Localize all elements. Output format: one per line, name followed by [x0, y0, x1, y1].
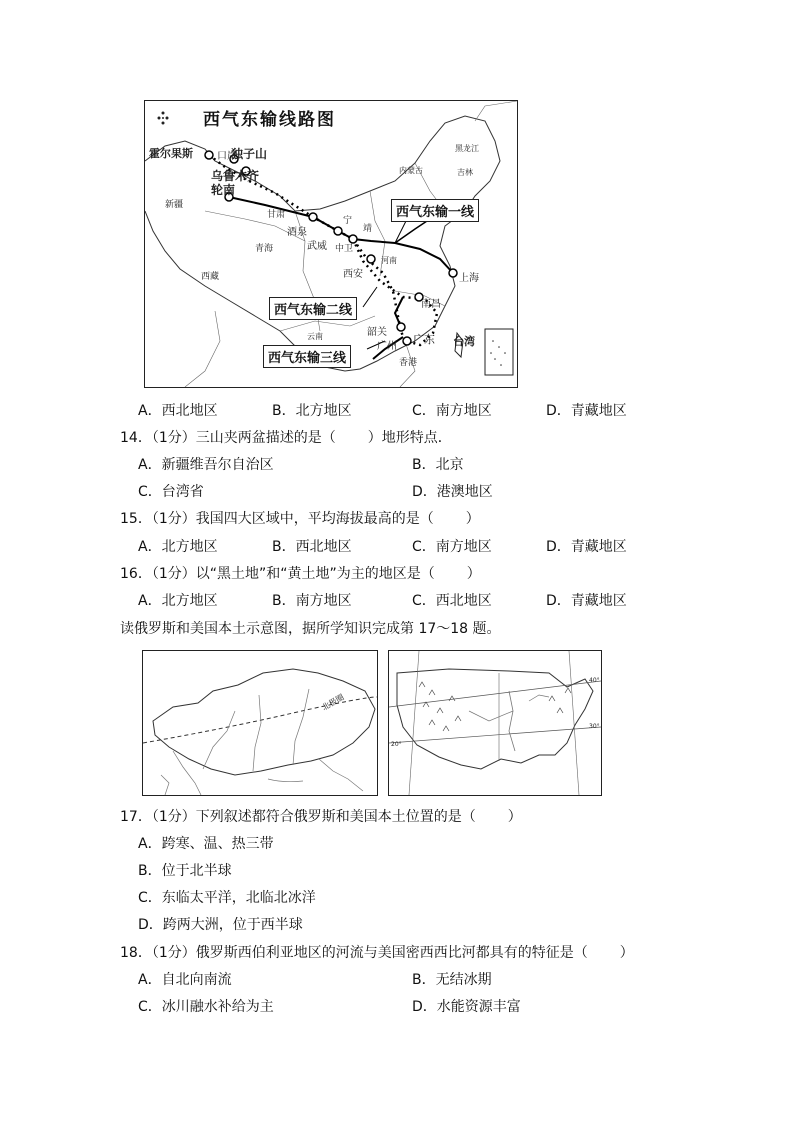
- option-text: 青藏地区: [570, 539, 627, 555]
- mountain-symbols: [419, 682, 571, 731]
- label-xizang: 西藏: [201, 272, 220, 282]
- label-shanghai: 上海: [459, 273, 479, 284]
- callout-line1: 西气东输一线: [391, 199, 479, 222]
- label-henan: 河南: [381, 256, 397, 265]
- city-marker: [403, 337, 411, 345]
- q18-option-b[interactable]: [412, 971, 492, 989]
- label-wuwei: 武威: [307, 241, 327, 252]
- q18-option-d[interactable]: [412, 998, 521, 1016]
- option-letter: D．: [412, 999, 437, 1015]
- q17-option-c[interactable]: [138, 889, 316, 907]
- option-text: 东临太平洋，北临北冰洋: [161, 890, 316, 906]
- q17-option-d[interactable]: [138, 916, 303, 934]
- option-text: 北京: [435, 457, 464, 473]
- label-hongkong: 香港: [399, 358, 418, 368]
- pipeline-map: [144, 100, 518, 388]
- q16-option-c[interactable]: [412, 592, 492, 610]
- label-xinjiang: 新疆: [165, 200, 184, 210]
- label-lunnan: 轮南: [211, 183, 236, 197]
- map-title: 西气东输线路图: [203, 110, 336, 130]
- q14-option-b[interactable]: [412, 456, 464, 474]
- q18-option-a[interactable]: [138, 971, 232, 989]
- lat-20-label: 20°: [391, 741, 402, 748]
- option-letter: B．: [272, 539, 296, 555]
- q17-option-a[interactable]: [138, 835, 274, 853]
- city-marker: [367, 255, 375, 263]
- city-marker: [309, 213, 317, 221]
- option-text: 北方地区: [295, 403, 352, 419]
- option-letter: B．: [272, 593, 296, 609]
- option-text: 青藏地区: [570, 593, 627, 609]
- option-letter: D．: [546, 593, 571, 609]
- label-kouan: 口岸: [217, 151, 237, 162]
- option-text: 位于北半球: [161, 863, 232, 879]
- label-dushanzi: 独子山: [231, 147, 268, 161]
- q16-stem-a: 16．（1分）以“黑土地”和“黄土地”为主的地区是（: [120, 566, 435, 582]
- q14-option-c[interactable]: [138, 483, 204, 501]
- option-text: 西北地区: [295, 539, 352, 555]
- option-text: 无结冰期: [435, 972, 492, 988]
- usa-outline: [397, 669, 593, 769]
- q13-option-b[interactable]: [272, 402, 352, 420]
- q17-stem-a: 17．（1分）下列叙述都符合俄罗斯和美国本土位置的是（: [120, 809, 476, 825]
- option-text: 青藏地区: [570, 403, 627, 419]
- option-letter: A．: [138, 539, 162, 555]
- label-shaoguan: 韶关: [367, 327, 387, 338]
- russia-map: [142, 650, 378, 796]
- label-ningxia: 宁: [343, 216, 353, 226]
- option-text: 北方地区: [161, 593, 218, 609]
- option-letter: D．: [546, 539, 571, 555]
- city-marker: [205, 151, 213, 159]
- label-taiwan: 台湾: [453, 335, 475, 348]
- label-zhongwei: 中卫: [335, 244, 354, 254]
- lat-30-label: 30°: [589, 723, 600, 730]
- callout-line2: 西气东输二线: [269, 297, 357, 320]
- q14-stem-b: ）地形特点．: [367, 430, 452, 446]
- option-letter: A．: [138, 836, 162, 852]
- option-text: 港澳地区: [436, 484, 493, 500]
- q18-stem-a: 18．（1分）俄罗斯西伯利亚地区的河流与美国密西西比河都具有的特征是（: [120, 945, 588, 961]
- arctic-circle-label: 北极圈: [320, 692, 346, 713]
- q15-option-c[interactable]: [412, 538, 492, 556]
- city-marker: [334, 227, 342, 235]
- option-letter: B．: [138, 863, 162, 879]
- reading-intro: 读俄罗斯和美国本土示意图，据所学知识完成第 17～18 题。: [120, 621, 501, 637]
- label-jingbian: 靖: [363, 224, 373, 234]
- option-text: 南方地区: [435, 539, 492, 555]
- q16-option-a[interactable]: [138, 592, 218, 610]
- label-xian: 西安: [343, 269, 363, 280]
- label-heilongjiang: 黑龙江: [455, 144, 479, 153]
- q14-option-a[interactable]: [138, 456, 274, 474]
- option-letter: D．: [412, 484, 437, 500]
- lat-40-label: 40°: [589, 677, 600, 684]
- option-letter: C．: [412, 539, 436, 555]
- russia-outline: [153, 669, 375, 775]
- label-wulumuqi: 乌鲁木齐: [211, 169, 260, 183]
- option-letter: C．: [138, 890, 162, 906]
- option-text: 北方地区: [161, 539, 218, 555]
- q14-option-d[interactable]: [412, 483, 493, 501]
- option-letter: C．: [412, 593, 436, 609]
- q15-stem: [120, 510, 480, 528]
- q14-stem-a: 14．（1分）三山夹两盆描述的是（: [120, 430, 336, 446]
- option-text: 自北向南流: [161, 972, 232, 988]
- option-text: 冰川融水补给为主: [161, 999, 274, 1015]
- label-neimenggu: 内蒙古: [399, 166, 423, 175]
- q16-option-b[interactable]: [272, 592, 352, 610]
- label-guangzhou: 广州: [377, 341, 397, 352]
- option-text: 台湾省: [161, 484, 204, 500]
- option-letter: B．: [272, 403, 296, 419]
- option-text: 跨寒、温、热三带: [161, 836, 274, 852]
- option-text: 跨两大洲，位于西半球: [162, 917, 303, 933]
- usa-map-drawing: [389, 651, 601, 795]
- q17-option-b[interactable]: [138, 862, 232, 880]
- usa-map: [388, 650, 602, 796]
- latitude-line: [389, 681, 601, 707]
- option-letter: A．: [138, 403, 162, 419]
- label-jiuquan: 酒泉: [287, 227, 307, 238]
- q17-stem: [120, 808, 522, 826]
- option-letter: A．: [138, 972, 162, 988]
- compass-icon: [158, 112, 169, 125]
- option-letter: D．: [546, 403, 571, 419]
- city-marker: [449, 269, 457, 277]
- option-text: 南方地区: [435, 403, 492, 419]
- option-letter: C．: [412, 403, 436, 419]
- q16-stem-b: ）: [466, 566, 481, 582]
- q16-option-d[interactable]: [546, 592, 627, 610]
- option-text: 南方地区: [295, 593, 352, 609]
- q13-option-a[interactable]: [138, 402, 218, 420]
- label-guangdong: 广东: [413, 333, 435, 346]
- option-letter: B．: [412, 457, 436, 473]
- option-letter: B．: [412, 972, 436, 988]
- callout-line3: 西气东输三线: [263, 345, 351, 368]
- arctic-circle: [143, 697, 377, 743]
- q18-option-c[interactable]: [138, 998, 274, 1016]
- option-letter: C．: [138, 999, 162, 1015]
- label-nanchang: 南昌: [421, 299, 441, 310]
- label-gansu: 甘肃: [267, 210, 286, 220]
- q13-option-d[interactable]: [546, 402, 627, 420]
- q15-option-d[interactable]: [546, 538, 627, 556]
- option-text: 水能资源丰富: [436, 999, 521, 1015]
- q16-stem: [120, 565, 481, 583]
- label-yunnan: 云南: [307, 332, 323, 341]
- south-sea-inset: [485, 329, 513, 375]
- option-text: 西北地区: [161, 403, 218, 419]
- q18-stem-b: ）: [619, 945, 634, 961]
- q13-option-c[interactable]: [412, 402, 492, 420]
- option-letter: C．: [138, 484, 162, 500]
- q15-stem-b: ）: [465, 511, 480, 527]
- option-letter: A．: [138, 593, 162, 609]
- q15-stem-a: 15．（1分）我国四大区域中，平均海拔最高的是（: [120, 511, 434, 527]
- label-huoerguosi: 霍尔果斯: [149, 147, 193, 160]
- q14-stem: [120, 429, 452, 447]
- q15-option-a[interactable]: [138, 538, 218, 556]
- q15-option-b[interactable]: [272, 538, 352, 556]
- city-marker: [397, 323, 405, 331]
- russia-map-drawing: [143, 651, 377, 795]
- q17-stem-b: ）: [507, 809, 522, 825]
- option-text: 新疆维吾尔自治区: [161, 457, 274, 473]
- option-letter: D．: [138, 917, 163, 933]
- label-qinghai: 青海: [255, 244, 274, 254]
- latitude-line: [389, 727, 601, 743]
- q18-stem: [120, 944, 634, 962]
- option-text: 西北地区: [435, 593, 492, 609]
- label-jilin: 吉林: [457, 168, 473, 177]
- option-letter: A．: [138, 457, 162, 473]
